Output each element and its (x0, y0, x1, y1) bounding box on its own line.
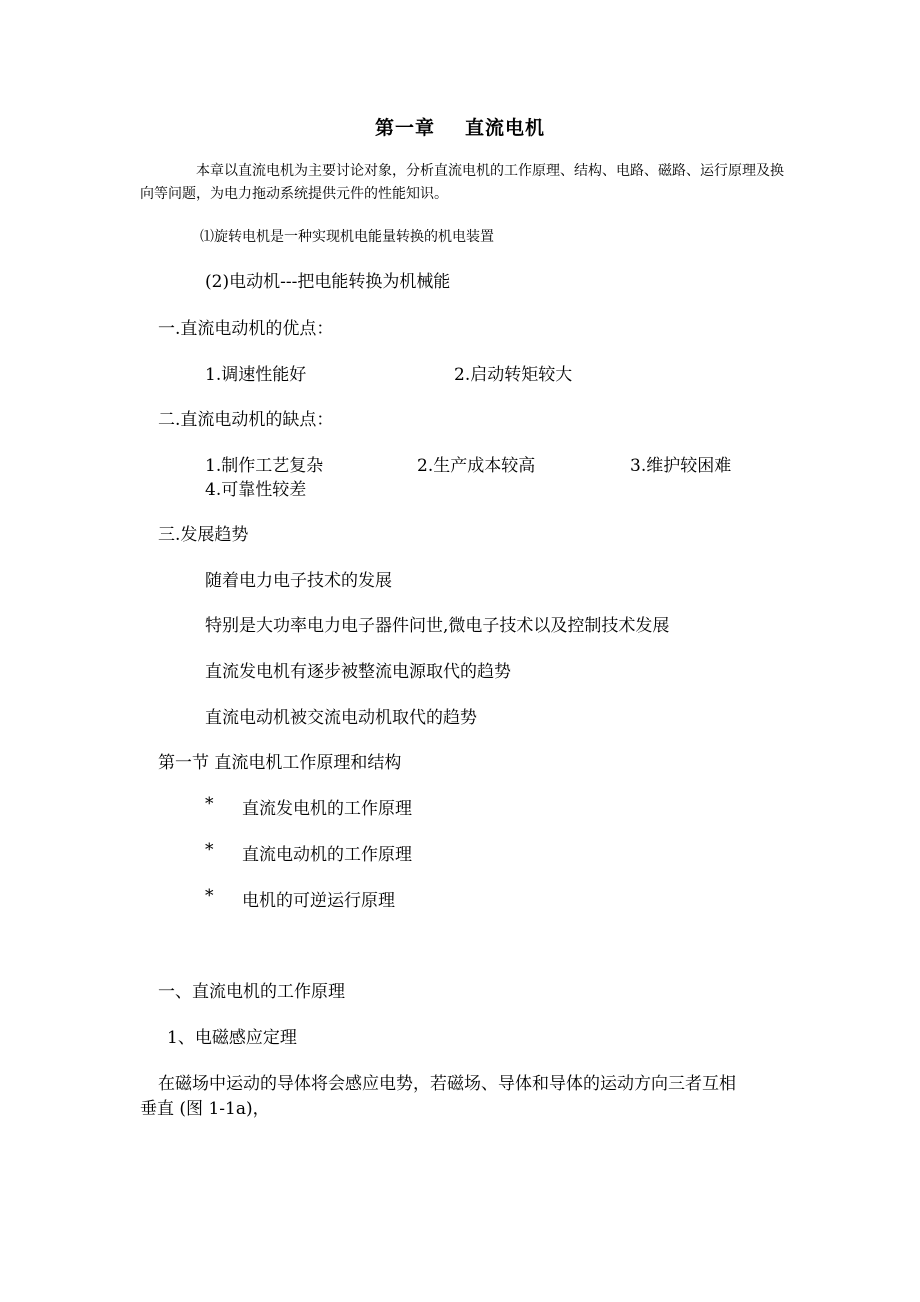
advantage-item: 2.启动转矩较大 (454, 365, 573, 385)
principle-heading: 一、直流电机的工作原理 (158, 982, 345, 1002)
disadvantage-item: 3.维护较困难 (630, 456, 732, 476)
trend-heading: 三.发展趋势 (158, 525, 249, 545)
bullet-item: 直流发电机的工作原理 (242, 799, 412, 819)
advantage-item: 1.调速性能好 (205, 365, 307, 385)
intro-paragraph: 本章以直流电机为主要讨论对象，分析直流电机的工作原理、结构、电路、磁路、运行原理及换向等问题，为电力拖动系统提供元件的性能知识。 (140, 163, 784, 202)
principle-paragraph-line: 垂直 (图 1-1a)， (140, 1099, 270, 1119)
bullet-symbol: * (205, 886, 214, 906)
disadvantage-item: 1.制作工艺复杂 (205, 456, 324, 476)
principle-paragraph-line: 在磁场中运动的导体将会感应电势，若磁场、导体和导体的运动方向三者互相 (158, 1074, 736, 1094)
disadvantage-item: 2.生产成本较高 (417, 456, 536, 476)
disadvantage-item: 4.可靠性较差 (205, 480, 307, 500)
chapter-label: 第一章 (374, 117, 435, 139)
trend-line: 直流电动机被交流电动机取代的趋势 (205, 708, 477, 728)
trend-line: 特别是大功率电力电子器件问世,微电子技术以及控制技术发展 (205, 616, 670, 636)
bullet-symbol: * (205, 840, 214, 860)
advantages-heading: 一.直流电动机的优点： (158, 319, 334, 339)
note-rotating-machine: ⑴旋转电机是一种实现机电能量转换的机电装置 (200, 229, 494, 245)
chapter-name: 直流电机 (465, 117, 546, 139)
section-heading: 第一节 直流电机工作原理和结构 (158, 753, 402, 773)
disadvantages-heading: 二.直流电动机的缺点： (158, 410, 334, 430)
bullet-symbol: * (205, 794, 214, 814)
bullet-item: 电机的可逆运行原理 (242, 891, 395, 911)
trend-line: 直流发电机有逐步被整流电源取代的趋势 (205, 662, 511, 682)
note-motor-definition: (2)电动机---把电能转换为机械能 (205, 272, 451, 292)
bullet-item: 直流电动机的工作原理 (242, 845, 412, 865)
chapter-title (0, 113, 920, 140)
principle-subheading: 1、电磁感应定理 (167, 1028, 297, 1048)
trend-line: 随着电力电子技术的发展 (205, 571, 392, 591)
